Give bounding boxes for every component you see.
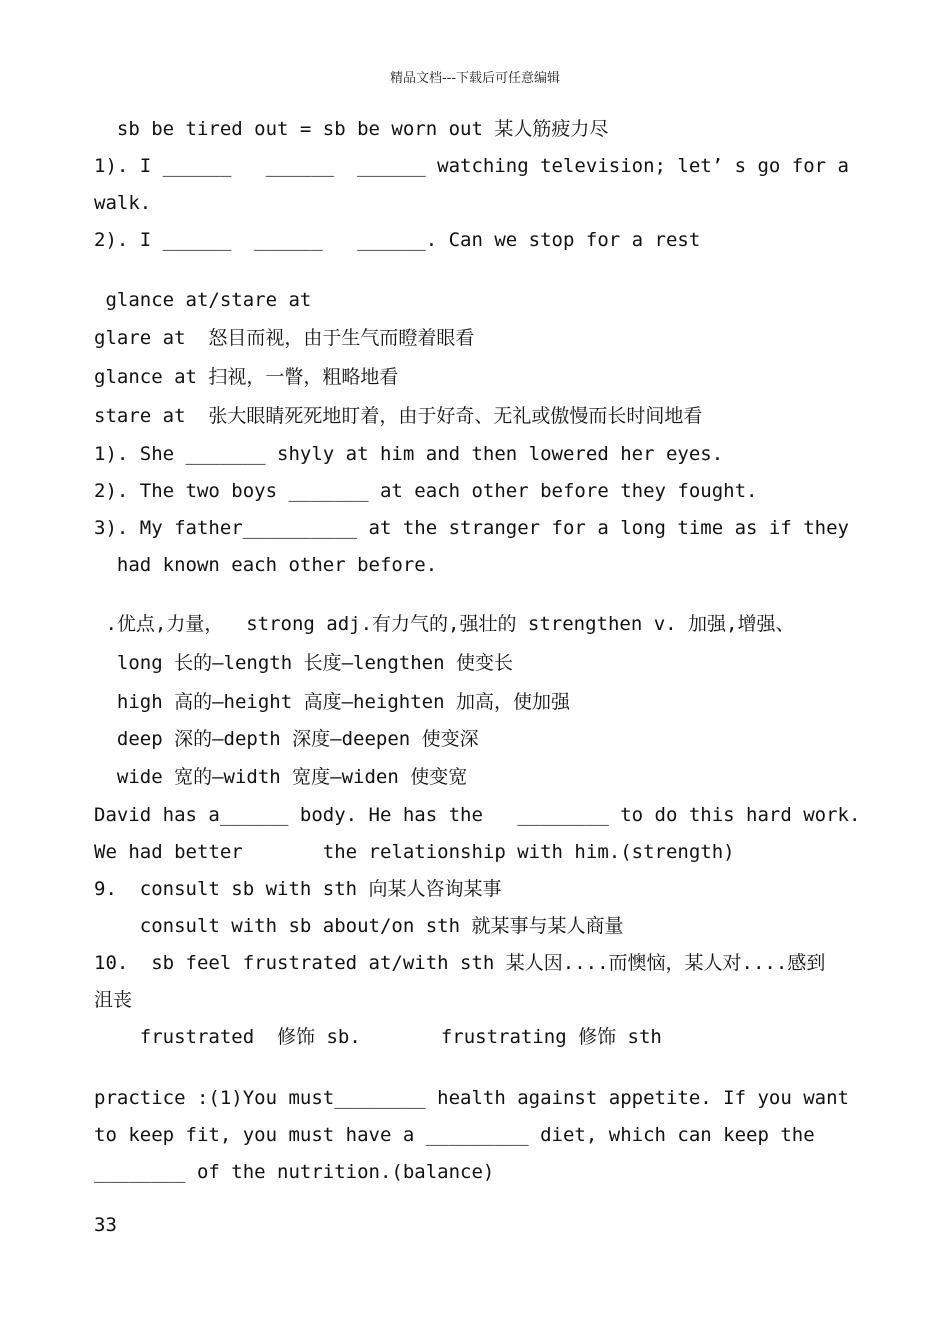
text-line: David has a______ body. He has the ________ to do this hard work. (94, 804, 861, 826)
text-line: sb be tired out = sb be worn out 某人筋疲力尽 (94, 118, 609, 140)
text-line: glance at/stare at (94, 289, 312, 311)
text-line: consult with sb about/on sth 就某事与某人商量 (94, 915, 624, 937)
text-line: practice :(1)You must________ health against appetite. If you want (94, 1087, 849, 1109)
text-line: 10. sb feel frustrated at/with sth 某人因....而懊恼，某人对....感到 (94, 952, 826, 974)
text-line: .优点,力量， strong adj.有力气的,强壮的 strengthen v. 加强,增强、 (94, 613, 795, 635)
text-line: 沮丧 (94, 989, 133, 1011)
text-line: wide 宽的—width 宽度—widen 使变宽 (94, 766, 468, 788)
text-line: 2). I ______ ______ ______. Can we stop for a rest (94, 229, 701, 251)
page-header: 精品文档---下载后可任意编辑 (389, 71, 561, 86)
text-line: 3). My father__________ at the stranger for a long time as if they (94, 517, 849, 539)
text-line: to keep fit, you must have a _________ diet, which can keep the (94, 1124, 815, 1146)
text-line: high 高的—height 高度—heighten 加高，使加强 (94, 691, 570, 713)
page-number: 33 (94, 1214, 117, 1236)
text-line: 1). I ______ ______ ______ watching television; let’ s go for a (94, 155, 849, 177)
text-line: deep 深的—depth 深度—deepen 使变深 (94, 728, 479, 750)
text-line: 2). The two boys _______ at each other before they fought. (94, 480, 758, 502)
text-line: had known each other before. (94, 554, 438, 576)
text-line: stare at 张大眼睛死死地盯着，由于好奇、无礼或傲慢而长时间地看 (94, 405, 703, 427)
text-line: We had better the relationship with him.(strength) (94, 841, 735, 863)
text-line: frustrated 修饰 sb. frustrating 修饰 sth (94, 1026, 662, 1048)
text-line: ________ of the nutrition.(balance) (94, 1161, 495, 1183)
text-line: 9. consult sb with sth 向某人咨询某事 (94, 878, 502, 900)
text-line: glare at 怒目而视，由于生气而瞪着眼看 (94, 327, 475, 349)
text-line: walk. (94, 192, 152, 214)
text-line: long 长的—length 长度—lengthen 使变长 (94, 652, 513, 674)
text-line: 1). She _______ shyly at him and then lowered her eyes. (94, 443, 724, 465)
text-line: glance at 扫视，一瞥，粗略地看 (94, 366, 399, 388)
